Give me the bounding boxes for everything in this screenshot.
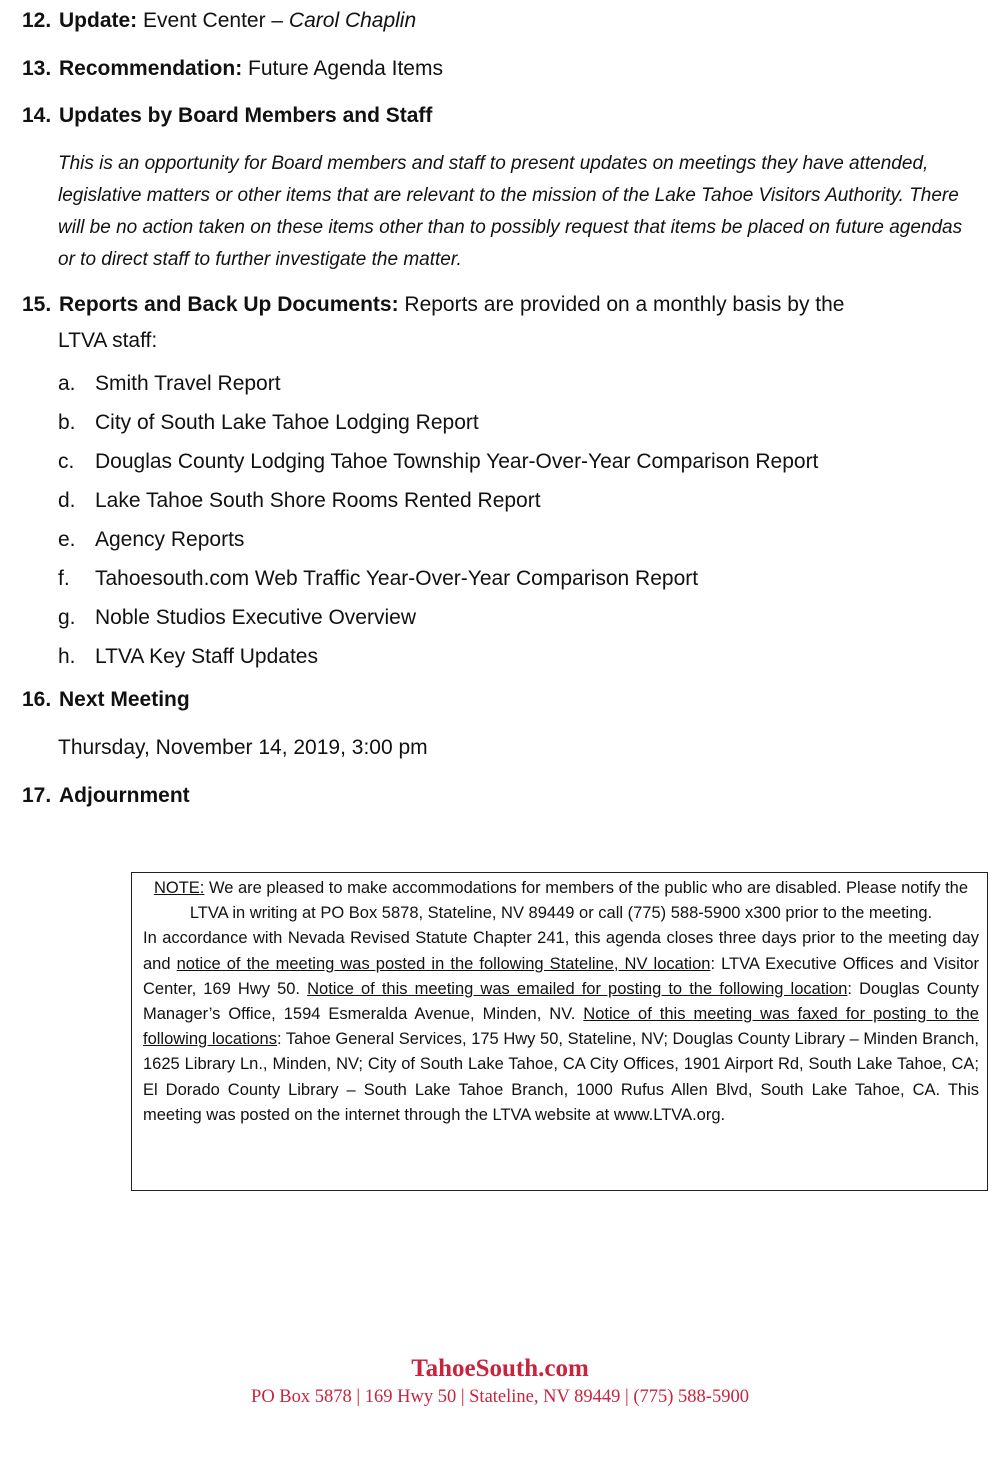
item-text: Future Agenda Items xyxy=(242,57,443,80)
report-title: Noble Studios Executive Overview xyxy=(95,606,416,629)
report-title: Tahoesouth.com Web Traffic Year-Over-Year Comparison Report xyxy=(95,567,699,590)
posting-text-underlined: Notice of this meeting was emailed for posting to the following location xyxy=(307,979,848,998)
item-presenter: Carol Chaplin xyxy=(288,9,417,32)
report-letter: g. xyxy=(58,606,76,629)
report-letter: f. xyxy=(58,567,70,590)
agenda-item-15 xyxy=(22,290,972,320)
report-list-item xyxy=(58,642,318,672)
posting-text-underlined: notice of the meeting was posted in the following Stateline, NV location xyxy=(176,954,711,973)
note-label: NOTE: xyxy=(153,879,205,897)
report-title: Agency Reports xyxy=(95,528,245,551)
agenda-item-14 xyxy=(22,101,972,131)
agenda-item-13 xyxy=(22,54,972,84)
agenda-item-17 xyxy=(22,781,972,811)
report-list-item xyxy=(58,369,281,399)
report-title: Lake Tahoe South Shore Rooms Rented Report xyxy=(95,489,541,512)
item-15-continuation: LTVA staff: xyxy=(58,329,158,352)
report-letter: e. xyxy=(58,528,76,551)
item-label: Reports and Back Up Documents: xyxy=(59,293,399,316)
next-meeting-date: Thursday, November 14, 2019, 3:00 pm xyxy=(58,736,428,759)
report-letter: d. xyxy=(58,489,76,512)
item-label: Next Meeting xyxy=(59,688,190,711)
report-list-item xyxy=(58,447,818,477)
posting-text: : Tahoe General Services, 175 Hwy 50, Stateline, NV; Douglas County Library – Minden Branch, 1625 Library Ln., Minden, NV; City of South Lake Tahoe, CA City Offices, 1901 Airport Rd, South Lake Tahoe, CA; El Dorado County Library – South Lake Tahoe Branch, 1000 Rufus Allen Blvd, South Lake Tahoe, CA. This meeting was posted on the internet through the LTVA website at www.LTVA.org. xyxy=(143,1030,979,1124)
report-letter: b. xyxy=(58,411,76,434)
posting-text: In accordance with Nevada Revised Statute Chapter 241, this agenda closes three days prior to the meeting day and xyxy=(143,929,979,973)
item-label: Adjournment xyxy=(59,784,190,807)
report-list-item xyxy=(58,525,244,555)
report-title: City of South Lake Tahoe Lodging Report xyxy=(95,411,479,434)
public-notice-box xyxy=(131,872,988,1191)
report-letter: h. xyxy=(58,645,76,668)
posting-text: : LTVA Executive Offices and Visitor Center, 169 Hwy 50. xyxy=(143,954,980,998)
note-text: We are pleased to make accommodations for members of the public who are disabled. Please notify the LTVA in writing at PO Box 5878, Stateline, NV 89449 or call (775) 588-5900 x300 prior to the meeting. xyxy=(189,879,969,923)
report-list-item xyxy=(58,603,416,633)
report-title: Smith Travel Report xyxy=(95,372,281,395)
posting-text-underlined: Notice of this meeting was faxed for posting to the following locations xyxy=(143,1005,979,1049)
item-number: 16. xyxy=(22,688,52,711)
report-title: LTVA Key Staff Updates xyxy=(95,645,318,668)
report-title: Douglas County Lodging Tahoe Township Year-Over-Year Comparison Report xyxy=(95,450,819,473)
posting-notice xyxy=(143,926,979,1128)
footer-brand: TahoeSouth.com xyxy=(411,1355,589,1382)
item-number: 17. xyxy=(22,784,52,807)
report-letter: a. xyxy=(58,372,76,395)
item-text: Event Center – xyxy=(137,9,289,32)
item-number: 12. xyxy=(22,9,52,32)
item-number: 14. xyxy=(22,104,52,127)
posting-text: : Douglas County Manager’s Office, 1594 Esmeralda Avenue, Minden, NV. xyxy=(143,979,979,1024)
footer-address: PO Box 5878 | 169 Hwy 50 | Stateline, NV 89449 | (775) 588-5900 xyxy=(251,1387,749,1407)
agenda-item-12 xyxy=(22,6,972,36)
accommodation-note xyxy=(143,876,979,926)
item-number: 15. xyxy=(22,293,52,316)
item-label: Update: xyxy=(59,9,138,32)
item-label: Recommendation: xyxy=(59,57,243,80)
agenda-item-16 xyxy=(22,685,972,715)
item-number: 13. xyxy=(22,57,52,80)
item-14-description: This is an opportunity for Board members and staff to present updates on meetings they have attended, legislative matters or other items that are relevant to the mission of the Lake Tahoe Visitors Authority. There will be no action taken on these items other than to possibly request that items be placed on future agendas or to direct staff to further investigate the matter. xyxy=(58,153,963,270)
report-list-item xyxy=(58,486,541,516)
report-letter: c. xyxy=(58,450,75,473)
item-text: Reports are provided on a monthly basis by the xyxy=(398,293,845,316)
report-list-item xyxy=(58,408,479,438)
report-list-item xyxy=(58,564,698,594)
item-label: Updates by Board Members and Staff xyxy=(59,104,433,127)
